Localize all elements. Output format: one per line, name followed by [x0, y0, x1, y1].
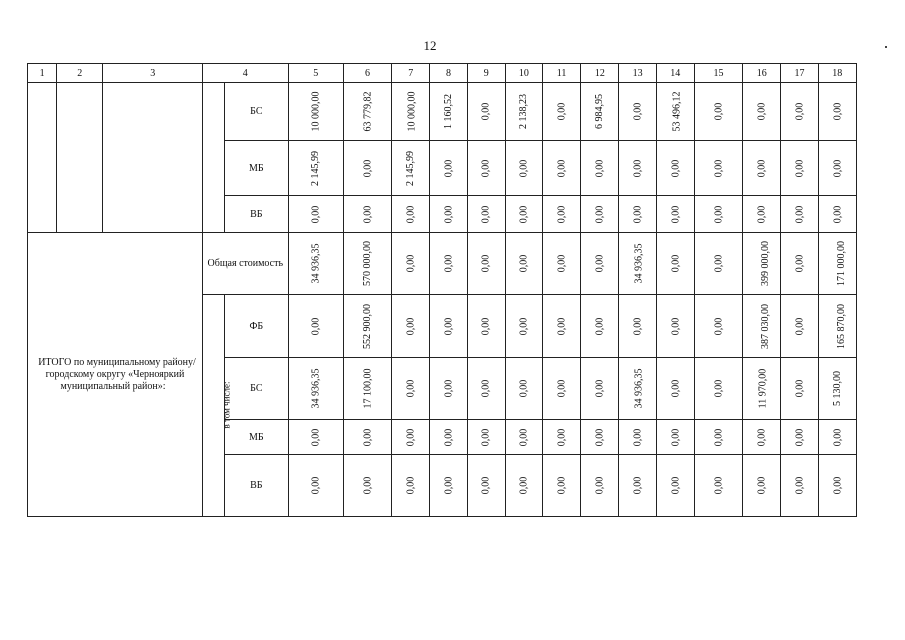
cell-value: 0,00	[713, 159, 725, 177]
value-cell	[288, 83, 343, 141]
cell-value: 0,00	[405, 205, 417, 223]
source-label	[225, 295, 288, 358]
cell-value: 0,00	[756, 476, 768, 495]
value-cell	[288, 420, 343, 455]
value-cell	[505, 196, 542, 233]
cell-value: 0,00	[556, 254, 568, 273]
cell-value: 0,00	[831, 102, 843, 121]
value-cell	[743, 83, 781, 141]
cell-value: 63 779,82	[362, 91, 373, 132]
value-cell	[392, 455, 430, 517]
cell-value: 0,00	[480, 159, 492, 177]
cell-value: 0,00	[831, 205, 843, 223]
source-label	[225, 141, 288, 196]
cell-value: 0,00	[632, 159, 644, 177]
value-cell	[430, 196, 467, 233]
cell-value: 0,00	[713, 428, 725, 446]
cell-value: 0,00	[794, 205, 805, 223]
cell-value: 0,00	[669, 205, 681, 223]
cell-value: 0,00	[794, 159, 805, 177]
value-cell	[343, 420, 391, 455]
cell-value: 0,00	[594, 205, 606, 223]
cell-value: 2 138,23	[518, 94, 530, 129]
value-cell	[467, 141, 505, 196]
cell-value: 0,00	[756, 102, 768, 121]
cell-value: 552 900,00	[362, 303, 373, 349]
cell-value: 0,00	[518, 428, 530, 446]
value-cell	[543, 196, 581, 233]
cell-value: 570 000,00	[362, 241, 373, 286]
value-cell	[543, 358, 581, 420]
header-cell: 11	[543, 64, 581, 83]
value-cell	[581, 455, 619, 517]
cell-value: 0,00	[713, 205, 725, 223]
cell-value: 0,00	[556, 476, 568, 495]
cell-value: 0,00	[831, 159, 843, 177]
cell-value: 0,00	[480, 428, 492, 446]
value-cell	[581, 233, 619, 295]
cell-value: 0,00	[756, 159, 768, 177]
cell-value: 0,00	[594, 428, 606, 446]
cell-value: 5 130,00	[831, 371, 843, 406]
value-cell	[392, 141, 430, 196]
subcol-cell	[203, 83, 225, 233]
cell-value: 0,00	[669, 379, 681, 398]
value-cell	[781, 233, 818, 295]
value-cell	[343, 196, 391, 233]
value-cell	[694, 420, 742, 455]
cell-value: 0,00	[556, 428, 568, 446]
value-cell	[505, 83, 542, 141]
cell-value: 0,00	[632, 205, 644, 223]
cell-value: 0,00	[556, 205, 568, 223]
cell-value: 0,00	[442, 428, 454, 446]
cell-value: 0,00	[362, 428, 373, 446]
cell-value: 0,00	[594, 254, 606, 273]
value-cell	[818, 455, 856, 517]
header-cell: 7	[392, 64, 430, 83]
value-cell	[818, 358, 856, 420]
cell-value: 0,00	[794, 317, 805, 335]
cell-value: 0,00	[632, 102, 644, 121]
value-cell	[656, 83, 694, 141]
cell-value: 1 160,52	[442, 94, 454, 129]
value-cell	[467, 455, 505, 517]
value-cell	[430, 358, 467, 420]
cell-value: 0,00	[594, 379, 606, 398]
cell-value: 0,00	[310, 476, 322, 495]
source-label-text: БС	[250, 383, 263, 394]
cell-value: 11 970,00	[757, 368, 769, 409]
source-label-text: МБ	[249, 162, 264, 174]
value-cell	[543, 233, 581, 295]
cell-value: 0,00	[556, 102, 568, 121]
cell-value: 0,00	[794, 102, 805, 121]
value-cell	[818, 295, 856, 358]
value-cell	[543, 295, 581, 358]
value-cell	[781, 420, 818, 455]
cell-value: 0,00	[518, 317, 530, 335]
value-cell	[467, 358, 505, 420]
cell-value: 0,00	[442, 254, 454, 273]
value-cell	[743, 233, 781, 295]
value-cell	[656, 233, 694, 295]
value-cell	[743, 455, 781, 517]
source-label	[225, 358, 288, 420]
value-cell	[505, 233, 542, 295]
cell-value: 0,00	[669, 428, 681, 446]
header-cell: 17	[781, 64, 818, 83]
value-cell	[505, 141, 542, 196]
value-cell	[619, 83, 656, 141]
value-cell	[581, 141, 619, 196]
source-label	[225, 420, 288, 455]
cell-value: 399 000,00	[760, 241, 772, 286]
cell-value: 53 496,12	[671, 91, 683, 132]
source-label-text: ВБ	[250, 480, 263, 491]
header-cell: 9	[467, 64, 505, 83]
value-cell	[543, 83, 581, 141]
value-cell	[288, 358, 343, 420]
cell-value: 0,00	[362, 159, 373, 177]
value-cell	[392, 196, 430, 233]
value-cell	[343, 358, 391, 420]
value-cell	[392, 358, 430, 420]
value-cell	[743, 358, 781, 420]
cell-value: 0,00	[310, 205, 322, 223]
value-cell	[619, 455, 656, 517]
cell-value: 0,00	[632, 317, 644, 335]
value-cell	[818, 233, 856, 295]
cell-value: 0,00	[480, 254, 492, 273]
value-cell	[694, 83, 742, 141]
cell-value: 0,00	[405, 379, 417, 398]
header-cell: 4	[203, 64, 289, 83]
value-cell	[694, 196, 742, 233]
cell-value: 0,00	[310, 428, 322, 446]
value-cell	[343, 295, 391, 358]
value-cell	[467, 196, 505, 233]
cell-value: 0,00	[405, 428, 417, 446]
cell-value: 0,00	[310, 317, 322, 335]
incl-label-cell	[203, 295, 232, 517]
value-cell	[694, 455, 742, 517]
header-cell: 14	[656, 64, 694, 83]
cell-value: 0,00	[405, 476, 417, 495]
header-row	[28, 64, 857, 83]
value-cell	[818, 196, 856, 233]
cell-value: 0,00	[669, 254, 681, 273]
header-cell: 1	[28, 64, 57, 83]
source-label	[225, 83, 288, 141]
cell-value: 171 000,00	[835, 241, 847, 286]
value-cell	[694, 295, 742, 358]
cell-value: 387 030,00	[760, 303, 772, 349]
value-cell	[656, 455, 694, 517]
value-cell	[581, 295, 619, 358]
cell-value: 0,00	[713, 317, 725, 335]
page-number: 12	[423, 38, 437, 53]
value-cell	[656, 358, 694, 420]
value-cell	[505, 295, 542, 358]
value-cell	[619, 196, 656, 233]
cell-value: 6 984,95	[594, 94, 606, 129]
header-cell: 8	[430, 64, 467, 83]
cell-value: 0,00	[442, 317, 454, 335]
value-cell	[430, 83, 467, 141]
value-cell	[505, 455, 542, 517]
value-cell	[818, 141, 856, 196]
value-cell	[430, 420, 467, 455]
cell-value: 0,00	[480, 379, 492, 398]
header-cell: 13	[619, 64, 656, 83]
total-label: ИТОГО по муниципальному району/ городскому округу «Чернояркий муниципальный район»:	[38, 356, 196, 392]
cell-value: 0,00	[480, 102, 492, 121]
cell-value: 0,00	[480, 476, 492, 495]
source-label-text: БС	[250, 106, 263, 117]
value-cell	[430, 141, 467, 196]
cell-value: 0,00	[713, 254, 725, 273]
cell-value: 2 145,99	[405, 150, 417, 186]
cell-value: 0,00	[594, 476, 606, 495]
value-cell	[288, 233, 343, 295]
value-cell	[543, 420, 581, 455]
value-cell	[288, 196, 343, 233]
value-cell	[818, 420, 856, 455]
source-label-text: МБ	[249, 431, 264, 443]
cell-value: 0,00	[794, 476, 805, 495]
cell-value: 0,00	[442, 379, 454, 398]
scan-mark	[885, 46, 887, 48]
cell-value: 0,00	[480, 205, 492, 223]
cell-value: 0,00	[794, 379, 805, 398]
value-cell	[656, 141, 694, 196]
value-cell	[581, 83, 619, 141]
col3-cell	[103, 83, 203, 233]
header-cell: 5	[288, 64, 343, 83]
cell-value: 0,00	[756, 205, 768, 223]
cell-value: 0,00	[518, 159, 530, 177]
cell-value: 0,00	[794, 428, 805, 446]
value-cell	[581, 420, 619, 455]
value-cell	[694, 233, 742, 295]
value-cell	[505, 420, 542, 455]
cell-value: 17 100,00	[362, 368, 373, 409]
header-cell: 12	[581, 64, 619, 83]
cell-value: 0,00	[442, 205, 454, 223]
budget-table	[27, 63, 857, 517]
source-label	[225, 196, 288, 233]
header-cell: 2	[57, 64, 103, 83]
cell-value: 2 145,99	[310, 150, 322, 186]
cell-value: 0,00	[518, 254, 530, 273]
value-cell	[392, 233, 430, 295]
cell-value: 0,00	[518, 205, 530, 223]
cell-value: 0,00	[442, 476, 454, 495]
source-label-text: ФБ	[249, 320, 264, 332]
value-cell	[619, 295, 656, 358]
value-cell	[543, 141, 581, 196]
value-cell	[543, 455, 581, 517]
cell-value: 0,00	[831, 476, 843, 495]
cell-value: 10 000,00	[310, 91, 322, 132]
cell-value: 165 870,00	[835, 303, 847, 349]
total-cost-label-cell	[203, 233, 289, 295]
value-cell	[619, 141, 656, 196]
value-cell	[392, 83, 430, 141]
cell-value: 0,00	[632, 476, 644, 495]
value-cell	[656, 420, 694, 455]
value-cell	[694, 358, 742, 420]
value-cell	[581, 358, 619, 420]
value-cell	[743, 420, 781, 455]
header-cell: 3	[103, 64, 203, 83]
cell-value: 0,00	[556, 379, 568, 398]
header-cell: 10	[505, 64, 542, 83]
value-cell	[656, 295, 694, 358]
source-label	[225, 455, 288, 517]
value-cell	[781, 358, 818, 420]
value-cell	[781, 83, 818, 141]
cell-value: 0,00	[713, 102, 725, 121]
cell-value: 0,00	[713, 379, 725, 398]
value-cell	[619, 358, 656, 420]
source-label-text: ВБ	[250, 208, 263, 220]
value-cell	[818, 83, 856, 141]
col1-cell	[28, 83, 57, 233]
col2-cell	[57, 83, 103, 233]
cell-value: 34 936,35	[633, 243, 645, 284]
cell-value: 0,00	[794, 254, 805, 273]
cell-value: 0,00	[556, 317, 568, 335]
value-cell	[694, 141, 742, 196]
header-cell: 18	[818, 64, 856, 83]
value-cell	[619, 233, 656, 295]
cell-value: 0,00	[405, 254, 417, 273]
value-cell	[343, 233, 391, 295]
cell-value: 0,00	[362, 205, 373, 223]
table-row	[28, 233, 857, 295]
value-cell	[430, 233, 467, 295]
value-cell	[505, 358, 542, 420]
value-cell	[343, 83, 391, 141]
value-cell	[288, 455, 343, 517]
cell-value: 0,00	[713, 476, 725, 495]
value-cell	[656, 196, 694, 233]
value-cell	[619, 420, 656, 455]
cell-value: 0,00	[518, 379, 530, 398]
value-cell	[781, 455, 818, 517]
value-cell	[467, 233, 505, 295]
cell-value: 0,00	[594, 317, 606, 335]
cell-value: 0,00	[632, 428, 644, 446]
cell-value: 0,00	[669, 159, 681, 177]
value-cell	[343, 141, 391, 196]
table-row	[28, 83, 857, 141]
header-cell: 6	[343, 64, 391, 83]
cell-value: 0,00	[669, 476, 681, 495]
value-cell	[781, 196, 818, 233]
total-cost-label: Общая стоимость	[207, 258, 284, 269]
header-cell: 16	[743, 64, 781, 83]
cell-value: 0,00	[362, 476, 373, 495]
value-cell	[781, 141, 818, 196]
cell-value: 34 936,35	[310, 243, 322, 284]
value-cell	[581, 196, 619, 233]
value-cell	[430, 295, 467, 358]
value-cell	[743, 196, 781, 233]
value-cell	[288, 141, 343, 196]
cell-value: 0,00	[518, 476, 530, 495]
cell-value: 10 000,00	[406, 91, 418, 132]
cell-value: 0,00	[480, 317, 492, 335]
value-cell	[343, 455, 391, 517]
cell-value: 0,00	[442, 159, 454, 177]
incl-label: в том числе:	[221, 381, 232, 429]
value-cell	[467, 295, 505, 358]
cell-value: 34 936,35	[310, 368, 322, 409]
cell-value: 0,00	[831, 428, 843, 446]
value-cell	[743, 295, 781, 358]
value-cell	[743, 141, 781, 196]
cell-value: 0,00	[594, 159, 606, 177]
value-cell	[467, 83, 505, 141]
value-cell	[288, 295, 343, 358]
value-cell	[430, 455, 467, 517]
header-cell: 15	[694, 64, 742, 83]
value-cell	[781, 295, 818, 358]
value-cell	[392, 295, 430, 358]
total-label-cell	[28, 233, 203, 517]
cell-value: 0,00	[405, 317, 417, 335]
cell-value: 0,00	[669, 317, 681, 335]
value-cell	[392, 420, 430, 455]
cell-value: 0,00	[556, 159, 568, 177]
value-cell	[467, 420, 505, 455]
cell-value: 34 936,35	[633, 368, 645, 409]
cell-value: 0,00	[756, 428, 768, 446]
